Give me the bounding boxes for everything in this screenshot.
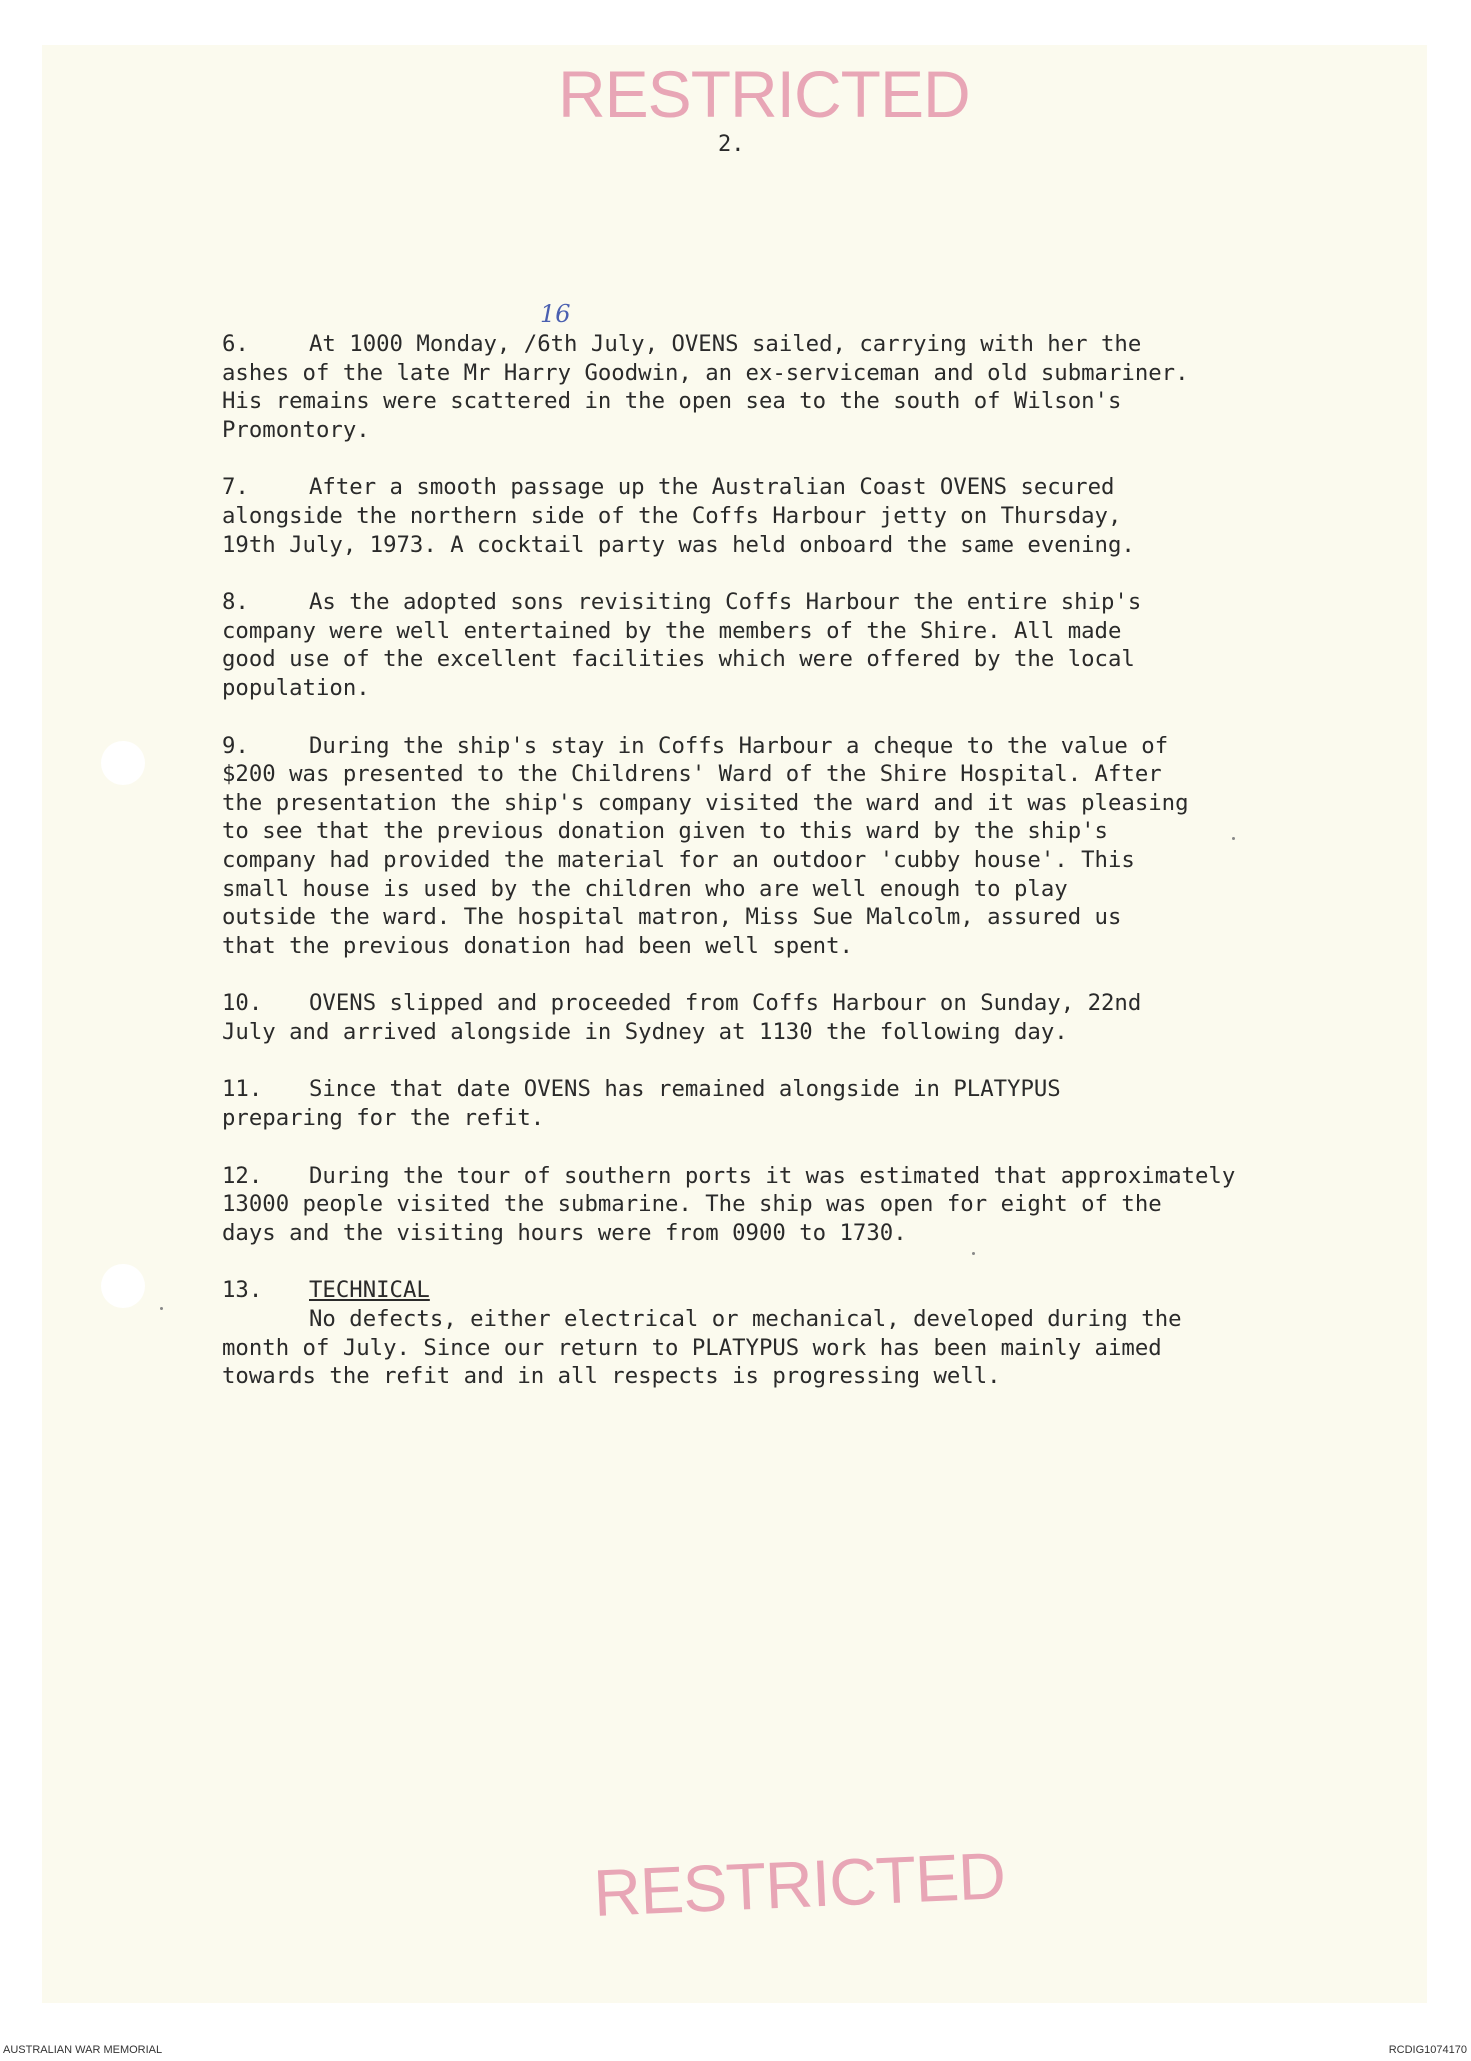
paragraph-number: 6. [222, 331, 249, 357]
page-number: 2. [718, 132, 745, 157]
text-line: population. [222, 674, 370, 701]
text-line: days and the visiting hours were from 0900 to 1730. [222, 1219, 907, 1246]
punch-hole-icon [101, 1264, 145, 1308]
paragraph [222, 732, 1342, 961]
paragraph-number: 12. [222, 1162, 263, 1189]
text-line: the presentation the ship's company visited the ward and it was pleasing [222, 789, 1189, 816]
punch-hole-icon [101, 741, 145, 785]
paragraph [222, 330, 1342, 444]
text-line: ashes of the late Mr Harry Goodwin, an ex-serviceman and old submariner. [222, 359, 1189, 386]
text-line: company had provided the material for an outdoor 'cubby house'. This [222, 846, 1135, 873]
paragraph-number: 13. [222, 1277, 263, 1304]
paragraph-number: 7. [222, 474, 249, 501]
text-line: OVENS slipped and proceeded from Coffs Harbour on Sunday, 22nd [309, 990, 1142, 1017]
text-line: July and arrived alongside in Sydney at 1130 the following day. [222, 1018, 1068, 1045]
paragraph-number: 9. [222, 732, 249, 759]
text-line: As the adopted sons revisiting Coffs Harbour the entire ship's [309, 589, 1142, 616]
text-line: company were well entertained by the members of the Shire. All made [222, 617, 1122, 644]
restricted-stamp-top: RESTRICTED [558, 57, 970, 131]
text-line: During the ship's stay in Coffs Harbour a cheque to the value of [309, 732, 1169, 759]
text-line: $200 was presented to the Childrens' Ward of the Shire Hospital. After [222, 761, 1162, 788]
text-line: alongside the northern side of the Coffs Harbour jetty on Thursday, [222, 502, 1122, 529]
paragraph [222, 588, 1342, 702]
text-line: Since that date OVENS has remained alongside in PLATYPUS [309, 1076, 1061, 1103]
text-line: During the tour of southern ports it was estimated that approximately [309, 1162, 1236, 1189]
text-line: month of July. Since our return to PLATYPUS work has been mainly aimed [222, 1334, 1162, 1361]
paragraph-number: 11. [222, 1076, 263, 1103]
text-line: After a smooth passage up the Australian Coast OVENS secured [309, 474, 1115, 501]
section-heading: TECHNICAL [309, 1277, 430, 1304]
paragraph [222, 473, 1342, 559]
handwritten-annotation: 16 [540, 300, 571, 328]
text-line: Promontory. [222, 416, 370, 443]
footer-archive-name: AUSTRALIAN WAR MEMORIAL [3, 2044, 163, 2056]
restricted-stamp-bottom: RESTRICTED [591, 1838, 1007, 1930]
stray-mark-icon [160, 1307, 163, 1310]
document-body [222, 330, 1342, 1420]
text-line: outside the ward. The hospital matron, Miss Sue Malcolm, assured us [222, 904, 1122, 931]
text-line: small house is used by the children who are well enough to play [222, 875, 1068, 902]
text-line: 13000 people visited the submarine. The ship was open for eight of the [222, 1191, 1162, 1218]
text-line: No defects, either electrical or mechanical, developed during the [309, 1306, 1182, 1333]
paragraph [222, 1276, 1342, 1390]
text-line: to see that the previous donation given to this ward by the ship's [222, 818, 1108, 845]
footer-record-id: RCDIG1074170 [1388, 2044, 1467, 2056]
paragraph [222, 989, 1342, 1046]
paragraph [222, 1075, 1342, 1132]
text-line: His remains were scattered in the open sea to the south of Wilson's [222, 388, 1122, 415]
text-line: At 1000 Monday, /6th July, OVENS sailed, carrying with her the [309, 331, 1142, 357]
text-line: that the previous donation had been well spent. [222, 932, 853, 959]
text-line: good use of the excellent facilities which were offered by the local [222, 646, 1135, 673]
text-line: 19th July, 1973. A cocktail party was held onboard the same evening. [222, 531, 1135, 558]
paragraph [222, 1162, 1342, 1248]
text-line: towards the refit and in all respects is progressing well. [222, 1363, 1001, 1390]
text-line: preparing for the refit. [222, 1105, 545, 1132]
paragraph-number: 8. [222, 589, 249, 616]
paragraph-number: 10. [222, 990, 263, 1017]
